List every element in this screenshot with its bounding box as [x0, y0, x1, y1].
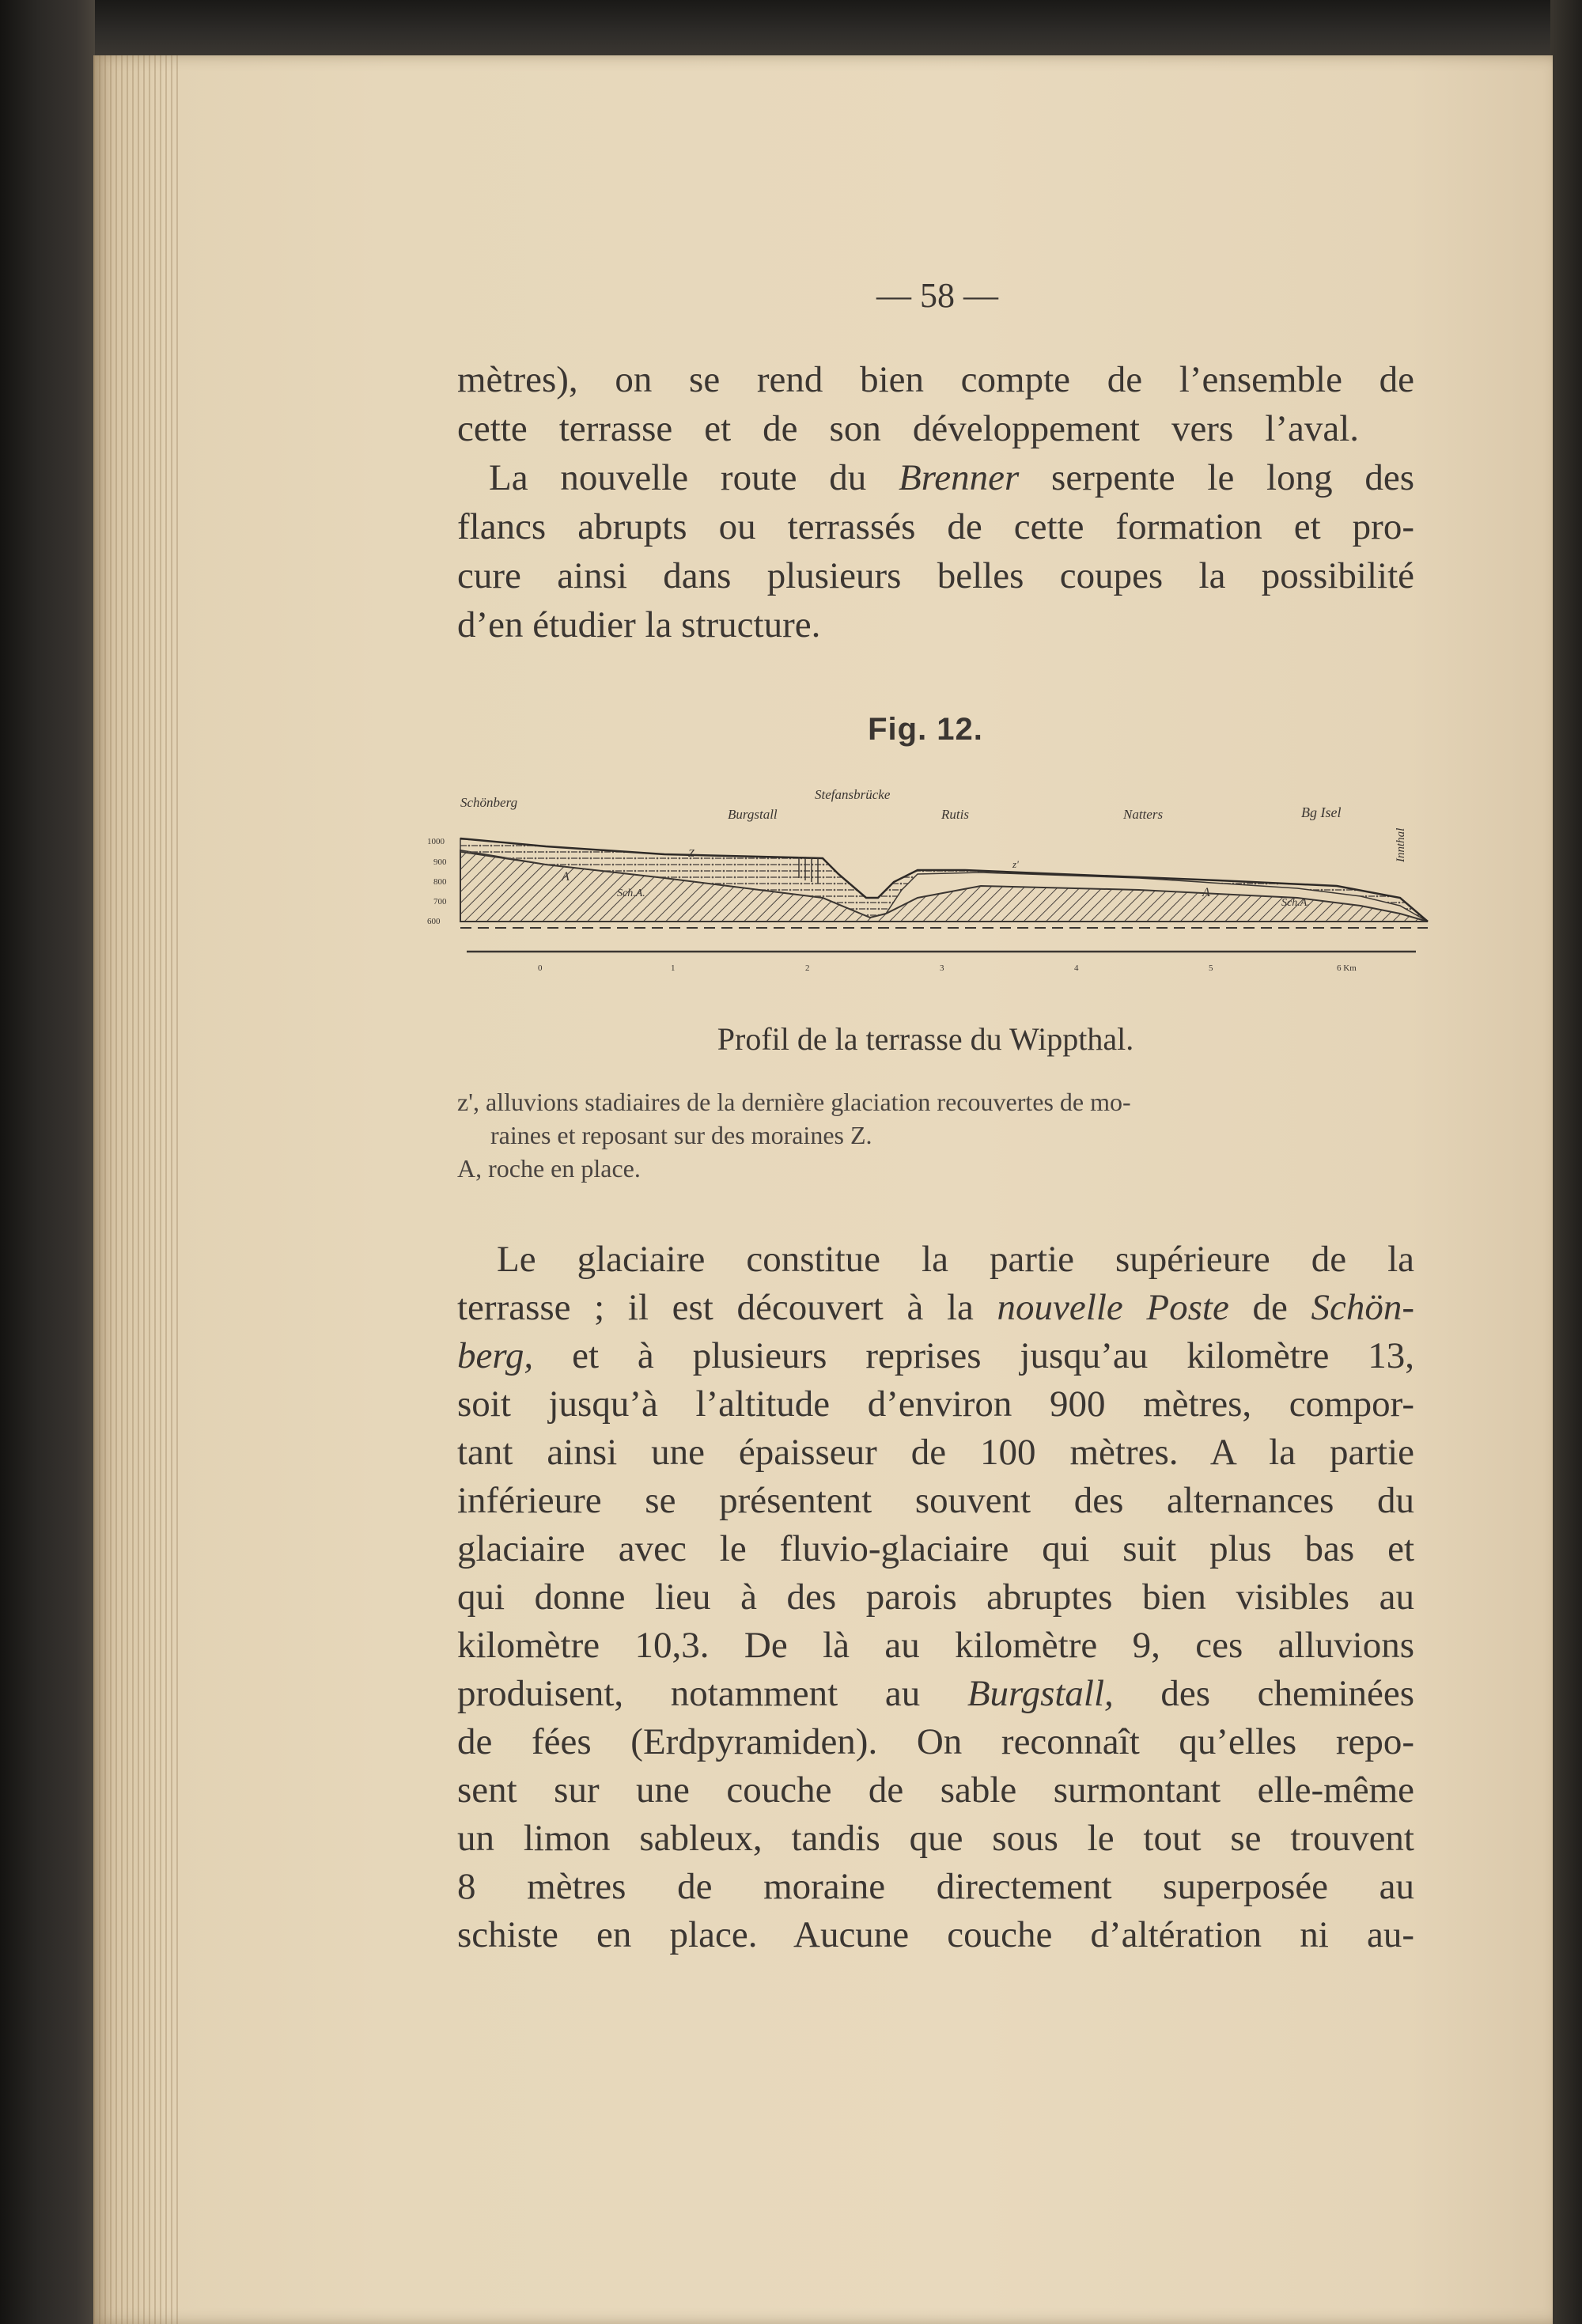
italic-place-name: Burgstall,	[967, 1673, 1114, 1714]
label-z-prime: z'	[1012, 858, 1019, 870]
scale-4: 4	[1074, 963, 1079, 973]
label-a-left: A	[562, 870, 570, 884]
paragraph-line: kilomètre 10,3. De là au kilomètre 9, ces alluvions	[457, 1625, 1414, 1666]
altitude-800: 800	[433, 877, 447, 887]
paragraph-line: d’en étudier la structure.	[457, 604, 821, 645]
figure-legend-line: A, roche en place.	[457, 1154, 641, 1183]
book-binding-right	[1550, 0, 1582, 2324]
italic-place-name: nouvelle Poste	[997, 1287, 1229, 1328]
altitude-900: 900	[433, 857, 447, 867]
text-run: La nouvelle route du	[489, 457, 867, 498]
scale-2: 2	[805, 963, 810, 973]
label-rutis: Rutis	[941, 807, 969, 822]
paragraph-line: mètres), on se rend bien compte de l’ensemble de	[457, 359, 1414, 400]
text-run: et à plusieurs reprises jusqu’au kilomètre 13,	[572, 1335, 1414, 1376]
paragraph-line	[457, 1284, 1414, 1332]
paragraph-line: glaciaire avec le fluvio-glaciaire qui suit plus bas et	[457, 1528, 1414, 1569]
text-run: terrasse ; il est découvert à la	[457, 1287, 974, 1328]
paragraph-line: tant ainsi une épaisseur de 100 mètres. A la partie	[457, 1432, 1414, 1473]
figure-title: Fig. 12.	[868, 712, 983, 747]
paragraph-line: Le glaciaire constitue la partie supérieure de la	[497, 1239, 1414, 1280]
label-innthal: Innthal	[1395, 827, 1407, 862]
scale-5: 5	[1209, 963, 1213, 973]
label-schonberg: Schönberg	[460, 795, 518, 810]
text-run: de	[1252, 1287, 1288, 1328]
paragraph-line: schiste en place. Aucune couche d’altération ni au-	[457, 1914, 1414, 1955]
paragraph-line: cette terrasse et de son développement vers l’aval.	[457, 408, 1359, 449]
paragraph-line: inférieure se présentent souvent des alternances du	[457, 1480, 1414, 1521]
paragraph-line: qui donne lieu à des parois abruptes bien visibles au	[457, 1576, 1414, 1618]
label-sch-a-left: Sch.A.	[617, 888, 645, 899]
paragraph-line	[457, 1670, 1414, 1718]
label-z: Z	[688, 848, 694, 860]
page-edge-stack	[93, 55, 180, 2324]
paragraph-line: cure ainsi dans plusieurs belles coupes la possibilité	[457, 555, 1414, 596]
figure-caption: Profil de la terrasse du Wippthal.	[717, 1021, 1134, 1057]
paragraph-line: 8 mètres de moraine directement superposée au	[457, 1866, 1414, 1907]
label-stefansbrucke: Stefansbrücke	[815, 787, 891, 802]
book-binding-left	[0, 0, 95, 2324]
paragraph-line: sent sur une couche de sable surmontant elle-même	[457, 1769, 1414, 1811]
italic-place-name: Brenner	[899, 457, 1020, 498]
text-run: serpente le long des	[1051, 457, 1415, 498]
altitude-1000: 1000	[427, 837, 445, 846]
label-a-right: A	[1202, 886, 1210, 899]
terrace-profile-figure	[427, 779, 1440, 993]
label-burgstall: Burgstall	[728, 807, 778, 822]
label-bg-isel: Bg Isel	[1301, 804, 1342, 820]
altitude-700: 700	[433, 897, 447, 907]
text-run: produisent, notamment au	[457, 1673, 921, 1714]
label-natters: Natters	[1123, 807, 1164, 822]
paragraph-line: un limon sableux, tandis que sous le tout se trouvent	[457, 1818, 1414, 1859]
paragraph-line: soit jusqu’à l’altitude d’environ 900 mètres, compor-	[457, 1383, 1414, 1425]
scale-6km: 6 Km	[1337, 963, 1357, 973]
italic-place-name: berg,	[457, 1335, 534, 1376]
text-run: des cheminées	[1160, 1673, 1415, 1714]
scale-1: 1	[671, 963, 676, 973]
figure-legend-line: z', alluvions stadiaires de la dernière glaciation recouvertes de mo-	[457, 1088, 1131, 1116]
italic-place-name: Schön-	[1311, 1287, 1415, 1328]
paragraph-line: de fées (Erdpyramiden). On reconnaît qu’elles repo-	[457, 1721, 1414, 1762]
paragraph-line	[457, 1332, 1414, 1380]
book-binding-top	[0, 0, 1582, 55]
scale-0: 0	[538, 963, 543, 973]
scale-3: 3	[940, 963, 944, 973]
figure-legend-line: raines et reposant sur des moraines Z.	[490, 1121, 872, 1149]
page-number: — 58 —	[876, 276, 998, 315]
altitude-600: 600	[427, 917, 441, 926]
paragraph-line	[489, 454, 1414, 502]
paragraph-line: flancs abrupts ou terrassés de cette formation et pro-	[457, 506, 1414, 547]
label-sch-a-right: Sch.A.	[1281, 897, 1310, 909]
